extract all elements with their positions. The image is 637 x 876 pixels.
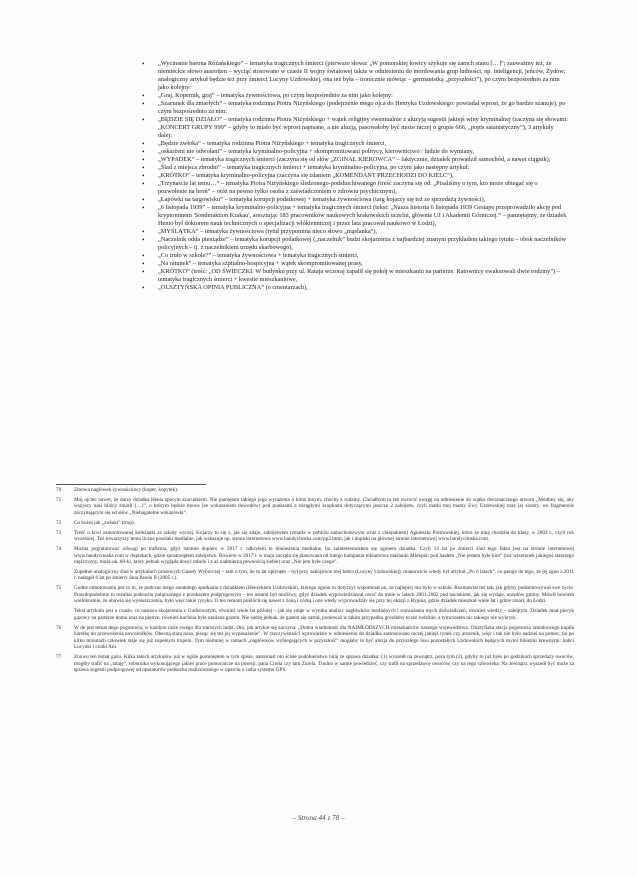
list-item: • „Trzynaście lat temu…” – tematyka Piotra Niżyńskiego śledzonego-podshuchiwanego (treść zaczyna się od: „Pisaliśmy o tym, kto może ubiegać się o pozwolenie na broń” – otóż na pewno tylko osoba z zaświadczeniem o zdrowiu psychicznym), — [148, 180, 568, 196]
footnote — [56, 546, 574, 566]
list-item: • „Łapówki na targowisku” – tematyka korupcji podatkowej + tematyka żywnościowa (targ kojarzy się też ze sprzedażą żywności), — [148, 196, 568, 204]
footnote-text: Treść o krwi zamordowanej koleżanki ze szkoły wyrzej. Kojarzy to się z, jak się zdaje, zabójstwem (zmarła w pobliżu samochodowym wraz z chłopakiem) Agnieszki Piotrowskiej, która ze mną chodziła do klasy, w 2003 r., czyli rok wcześniej. Też towarzyszy temu liczne poszlaki medialne, jak wskazuje np. strona internetowa www.bandycituska.com/pp2.html, jak i dopiski na głównej stronie internetowej www.bandycituska.com. — [74, 529, 574, 543]
footnote-number: 74 — [56, 545, 62, 552]
footnote-text: Zupełnie analogiczny ślad w artykułach prasowych Gazety Wyborczej – tam o tym, ile to lat upłynęło – był przy zabójstwie mej babci (Lucyny Uzdowskiej), mianowicie wtedy był artykuł „Po 6 latach”, co pasuje do tego, że jej zgon z 2011 r. nastąpił 6 lat po śmierci Jana Pawła II (2005 r.). — [74, 568, 574, 582]
list-item: • „WYPADEK” – tematyka tragicznych śmierci (zaczyna się od słów „ZGINAŁ KIEROWCA” – faktycznie, dziadek prowadził samochód, a nawet ciągnik), — [148, 156, 568, 164]
list-item: • „Szacunek dla zmarłych” – tematyka rodzinna Piotra Niżyńskiego (podejrzenie mego ojca do Henryka Uzdowskiego: powiadał wprost, że go bardzo szanuje), po czym bezpośrednio za nim: — [148, 100, 568, 116]
list-item: • „OLSZTYŃSKA OPINIA PUBLICZNA” (o cmentarzach), — [148, 284, 568, 292]
footnote-number: 77 — [56, 654, 62, 661]
footnote-number — [56, 608, 74, 621]
footnote — [56, 625, 574, 651]
footnote-number: 71 — [56, 496, 62, 503]
footnote-number: 76 — [56, 624, 62, 631]
footnote-number: 72 — [56, 519, 62, 526]
list-item: • „MYŚLĄTKA” – tematyka żywnościowa (tytuł przypomina nieco słowo „mąslanka”), — [148, 228, 568, 236]
list-item: • „6 listopada 1939” – tematyka kryminalno-policyjna + tematyka tragicznych śmierci (tekst: „Nasza historia 6 listopada 1939 Gestapo przeprowadziło akcję pod kryptonimem 'Sonderaktion Krakau', aresztując 183 pracowników naukowych krakowskich uczelni, głównie UJ i Akademii Górniczej.” – pamiętajmy, że dziadek Henio był doktorem nauk technicznych o specjalizacji włókienniczej i przez lata pracował naukowo w Łodzi), — [148, 204, 568, 228]
list-item: • „KRÓTKO” (treść: „OD ŚWIECZKI. W budynku przy ul. Rataja wczoraj zapalił się pokój w mieszkaniu na parterze. Ratownicy ewakuowali dwie rodziny”) – tematyka tragicznych śmierci + kwestie mieszkaniowe, — [148, 268, 568, 284]
footnote — [56, 530, 574, 543]
list-item: • „BĘDZIE SIĘ DZIAŁO” – tematyka rodzinna Piotra Niżyńskiego + wątek religijny ewentualnie z aluzyją sugestii jakiejś winy kryminalnej (zaczyna się słowami: „KONCERT GRUPY 999” – gdyby to miało być wprost napisane, a nie aluzją, pasowałoby być może raczej o grupie 666, „popis satanistyczny”), 3 artykuły dalej: — [148, 116, 568, 140]
footnote-text: Zmowa nagłówek żywnościowy (koper, kopytek). — [74, 487, 179, 493]
footnote-text: Mój ojciec nawet, że darzy dziadka Henia sporym szacunkiem. Nie pamiętam takiego jego wyrażenia o kimś innym, chocby z rodziny. Chciałbym tu też zwrócić uwagę na odniesienie do wątku dwoznacznego utworu „Módlmy się, aby wszyscy nasi bliźcy zmarli (…)”, o którym będzie mowa (ze wskazaniem dowodów) pod punktami z okrągłymi kropkami dotyczącymi jeszcze 2 zabójstw, czyli matki mej mamy Ewy Uzdowskiej oraz jej siostry, we fragmencie zaczynającym się od słów „Niebagatelne wskazówki”. — [74, 496, 574, 516]
list-item: • „Wycinanie barona Różańskiego” – tematyka tragicznych śmierci (pierwsze słowa: „W pomorskiej łowicy szykuje się zamch stanu […]”; zauważmy też, że niemieckie słowo ausrotten – wyciąć stosowano w czasie II wojny światowej także w odniesieniu do mordowania grup ludności, np. inteligencji, jeńców, Żydów; analogiczny artykuł będzie też przy śmierci Lucyny Uzdowskiej, ona też była – ironicznie mówiąc – germanistką „przyszłości”), po czym bezpośrednio za nim jako kolejny: — [148, 60, 568, 92]
footnote — [56, 569, 574, 582]
footnote-text: Godne odnotowania jest to tu, że podczas mego ostatniego spotkania z dziadkiem (Henrykiem Uzdowskim, którego zgonu to dotyczy) wspominał on, że najlepiej mu było w szkole. Rozmawiał też tak, jak gdyby podsumowywał swe życie. Prawdopodobnie to rezultat podsuchu połączonego z przekazem podprogowym – ten ustami był mużliwy, gdyż dziadek wypowiedziawał owoć do mnie w latach 2001-2002 pod naciskiem, jak się wydaje, urzędów gminy. Mówił bowiem wielokrotnie, że obawia się wysłuszczenia, było więc takie ryzyko. O ten remont poklócił się nawet z żoną i córką i one wtedy wyprowadziły się przy tej okazji z Bypina, gdzie dziadek mieszkał wiele lat i gdzie zmarł, do Łodzi. — [74, 585, 574, 605]
footnote — [56, 608, 574, 621]
footnote — [56, 520, 574, 527]
list-item: • „oskarżeni nie odwołani” – tematyka kryminalno-policyjna + skompromitowani politycy, kierownictwo / ludzie do wymiany, — [148, 148, 568, 156]
footnote-text: W de jest temat dego pogotowia, w każdym razie zwego dla starszych ludzi. Oto, jak artykuł się zaczyna: „Dobra wiadomość dla NAJMŁODSZYCH mieszkańców naszego województwa. Olsztyfiska stacja pogotowia ratunkowego kupiła karetkę do przewożenia noworodków. Obecną stara nosa, pisząc się też jej wyposażenie”. W rzeczywistości wprowadzie w odniesieniu do dziadka zastosowano raczej jakiejś rynek czy arszenik, więc i tak nie było nadziei na pomoc, bo po kilku minutach człowiek staje się już zupełnym trupem. Tym niemniej w ramach „nagłówków wybiegających w przyszłość” mogłaby to być aluzja do przyszłego losu pozostałych Uzdowskich będących mymi bliskimi krewnymi: babci Lucynki i ciotki Ani. — [74, 624, 574, 651]
list-item: • „Graj, Kopernik, graj” – tematyka żywnościowa, po czym bezpośrednio za nim jako kolejny: — [148, 92, 568, 100]
list-item: • „Będzie zwłoka” – tematyka rodzinna Piotra Niżyńskiego + tematyka tragicznych śmierci, — [148, 140, 568, 148]
footnote-number: 75 — [56, 585, 62, 592]
bullet-list — [148, 60, 568, 292]
list-item: • „KRÓTKO” – tematyka kryminalno-policyjna (zaczyna się zdaniem „KOMENDANT PRZECHODZI DO KIELC”), — [148, 172, 568, 180]
footnote-number: 70 — [56, 487, 62, 493]
footnote-number — [56, 569, 74, 582]
footnote-number: 73 — [56, 529, 62, 536]
footnote — [56, 585, 574, 605]
footnotes — [56, 487, 574, 677]
list-item: • „Naczelnik odda pieniądze” – tematyka korupcji podatkowej („naczelnik” budzi skojarzenia z najbardziej znanym przykładem takiego tytułu – obok naczelników policyjnych – tj. z naczelnikiem urzędu skarbowego), — [148, 236, 568, 252]
footnote — [56, 654, 574, 674]
footnote-text: Można pogratulować odwagi po trafienia, gdyż istotnie dopiero w 2017 r. odkryłem te doniesienia medialne, bo zainteresowałem się zgonem dziadka. Czyli 13 lat po śmierci ślad tego faktu jest na stronie internetowej www.bandycituska.com w dopiskach, gdzie spostrzegłem zabójstwo. Bowiem w 2017 r. w maju zaczęła się planowana od lutego kampania reklamowa maślanki Mlekpol: pod hasłem „Nie jestem byłe kim” (tuż wizerunek jakiegoś starszego mężczyzny, może ok. 60-ki, który jednak wygląda dosyć młodo i z aż nadmierną pewnością siebie) oraz „Nie jem byłe czego”. — [74, 545, 574, 566]
list-item: • „Co truło w szkole?” – tematyka żywnościowa + tematyka tragicznych śmierci, — [148, 252, 568, 260]
footnote-text: Znowu ten temat gazu. Kilka takich artykułów już w ogóle pominiętem w tym spisie, natomiast oto ścisłe podobieństwo tutaj ze sprawa dziadka: (1) wyszedł na zewnątrz, poza tym (2), gdyby to już było po godzinach sprzedaży owoców, mogłby trafić na „tataję”, robotnika wykonującego jakieś prace pomocnicze na posesji, pana Cirela czy tam Zurela. Trudno w samie powiedzieć, czy trafił na sprzedawcę owoców, czy na tego człowieka. Na zewnątrz wyszedł być może za sprawa sugestii podprogowej od operatorów podsuchu realizowanego w oparciu o radia systemu GPS. — [74, 654, 574, 674]
footnote — [56, 487, 574, 494]
list-item: • „Na ratunek” – tematyka szpitalno-hospicyjna + wątek skompromitowanej prasy, — [148, 260, 568, 268]
list-item: • „Ślad z miejsca zbrodni” – tematyka tragicznych śmierci + tematyka kryminalno-policyjna, po czym jako następny artykuł: — [148, 164, 568, 172]
footnote-divider — [56, 484, 206, 485]
page-number: – Strona 44 z 78 – — [292, 814, 345, 822]
footnote — [56, 497, 574, 517]
footnote-text: Co bożni jak „zwłoki” (trup). — [74, 519, 135, 526]
footnote-text: Tekst artykułu jest o czasie, co nasuwa skojarzenia z Gudzowatym, również wiele lat później – jak się zdaje w wyniku analizy nagłówków medialnych i rozważania mych doświadczeń, również wiedzy – zabójtym. Dziadek miał piecyk gazowy na parterze domu oraz na piętrze, również kuchnia była zasilana gazem. Nie sadzę jednak, że gazem się zatruł, ponieważ w takim przypadku groziłoby to też rodzinie, a tymczasem nic takiego nie wykryto. — [74, 608, 574, 621]
